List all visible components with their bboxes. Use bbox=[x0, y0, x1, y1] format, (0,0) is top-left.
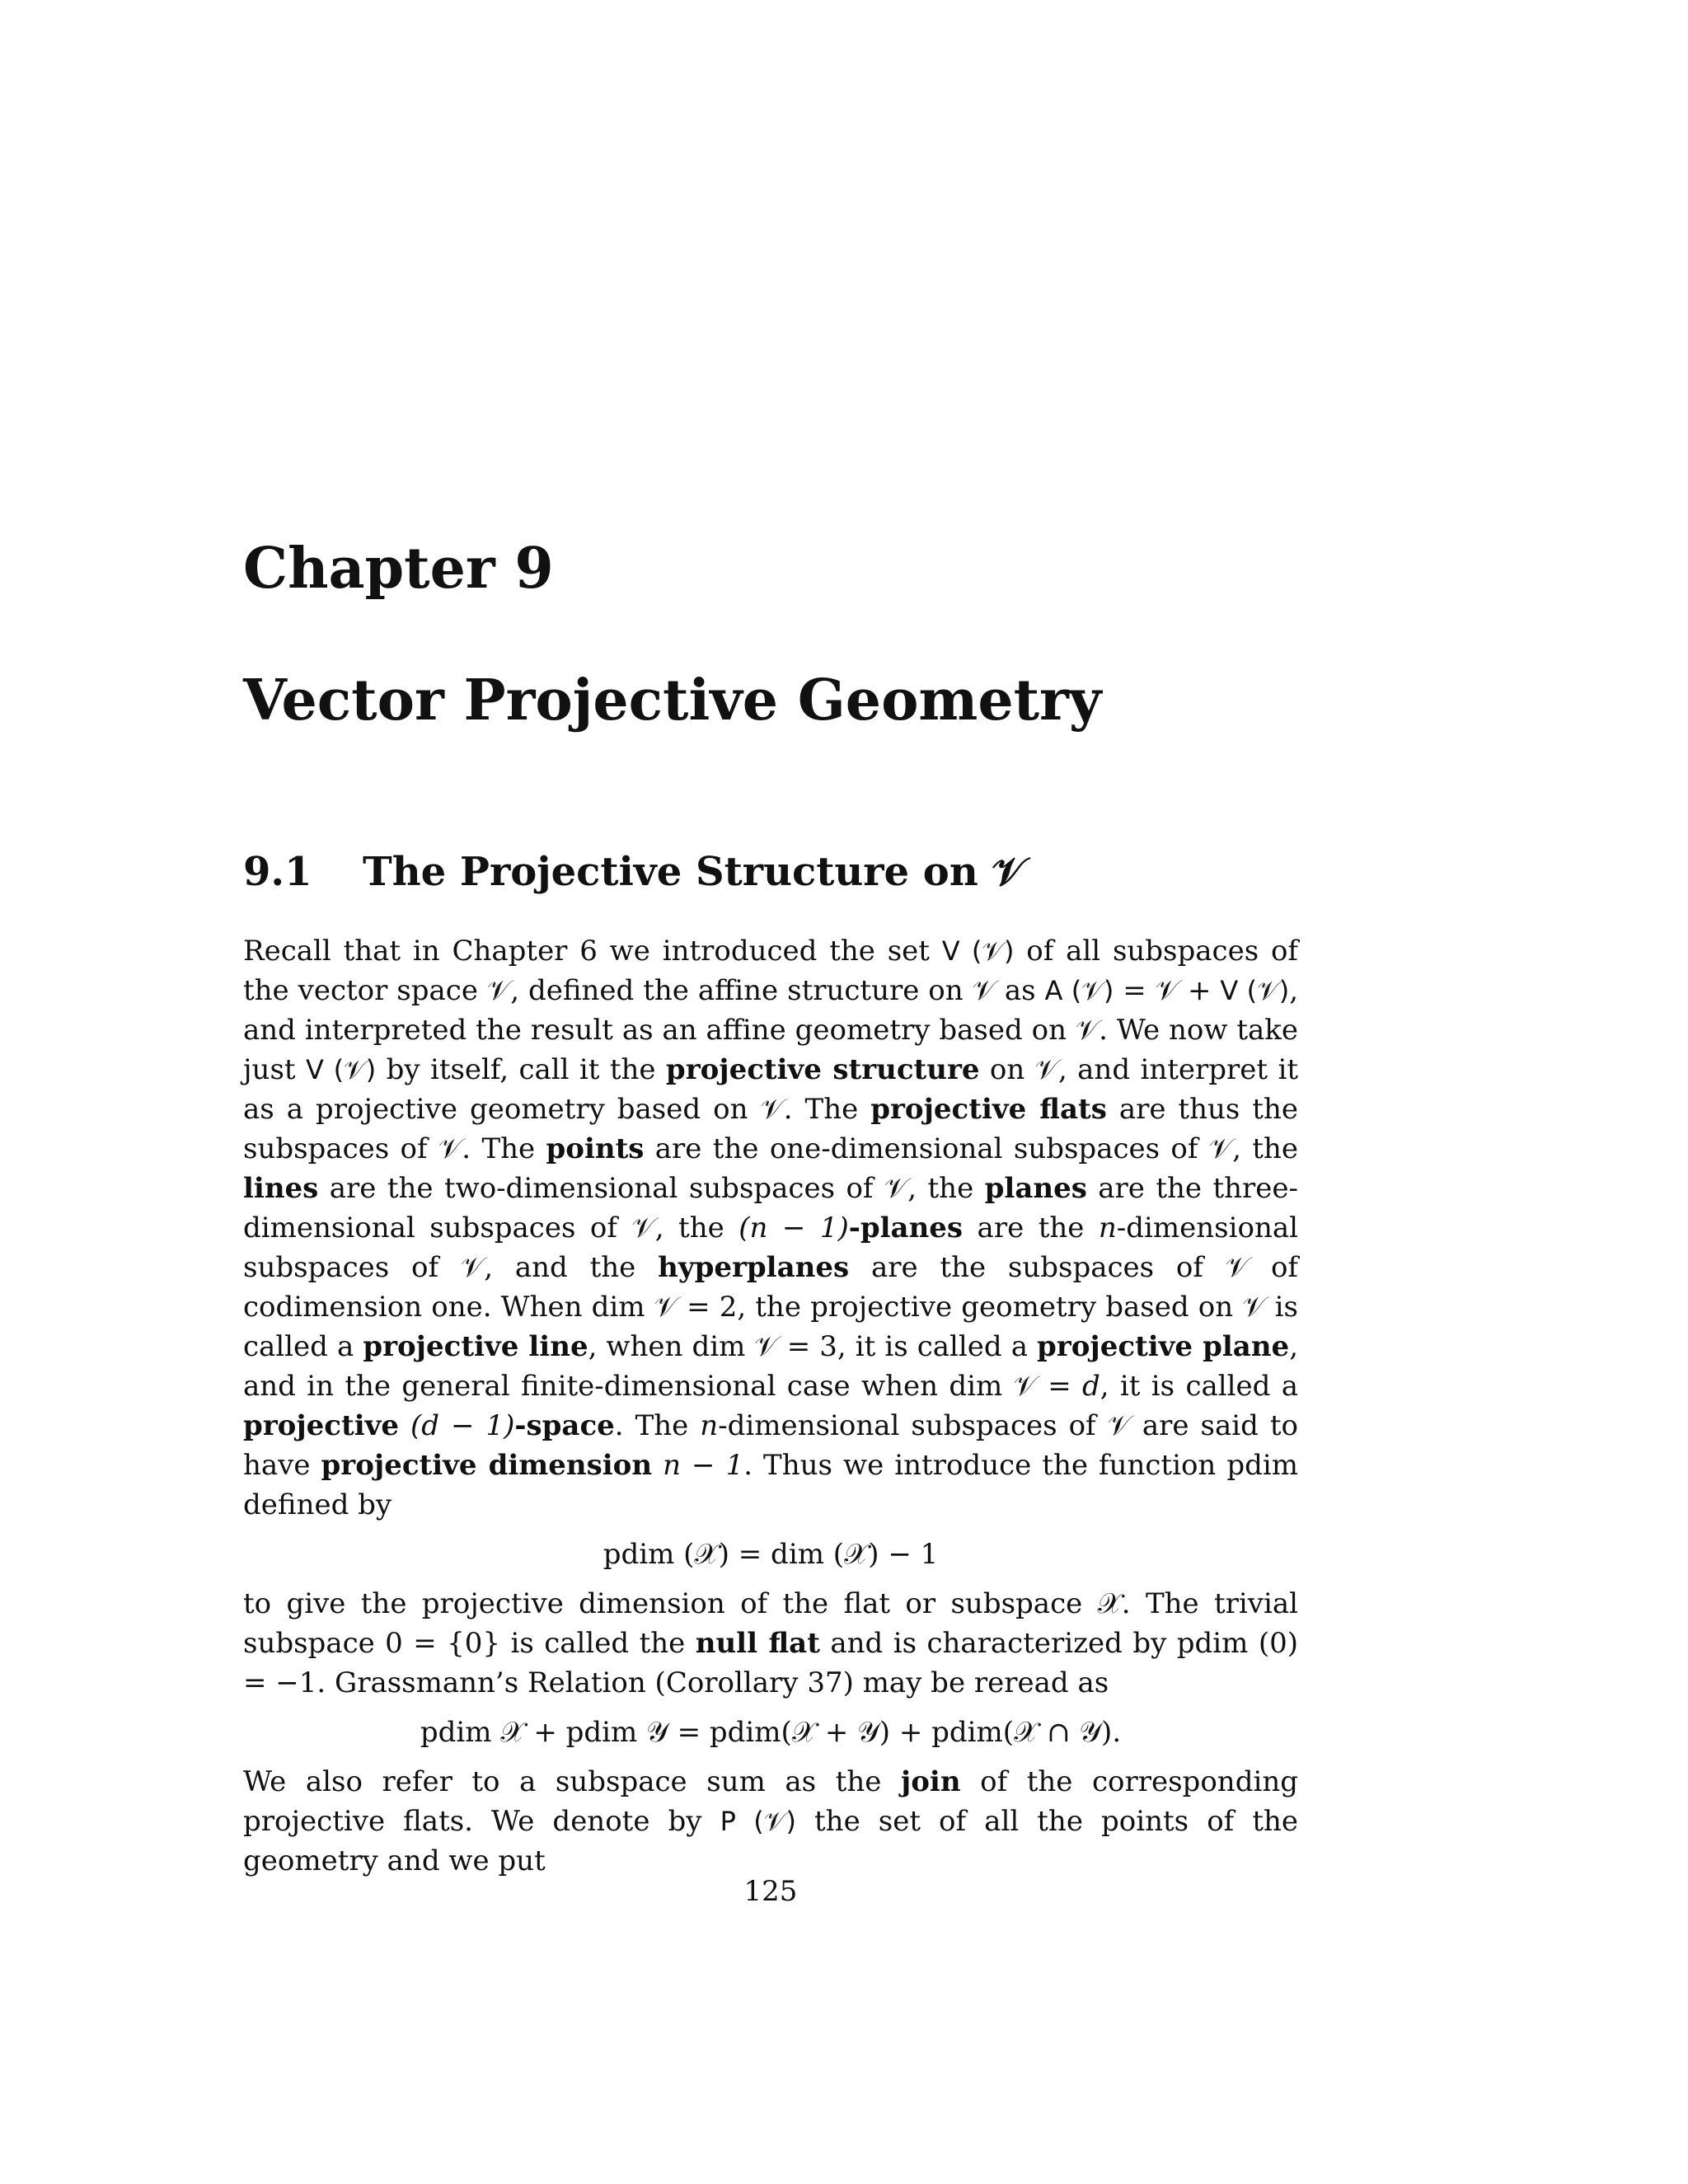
term-projective-structure: projective structure bbox=[665, 1053, 980, 1086]
section-number: 9.1 bbox=[243, 849, 312, 895]
math-V-of-V: V (𝒱) bbox=[305, 1054, 377, 1085]
math-n-minus-1: (n − 1) bbox=[738, 1212, 849, 1244]
text-run: = 𝒱 + bbox=[1114, 974, 1221, 1007]
text-run: . Thus we introduce the function pdim defined by bbox=[243, 1449, 1298, 1521]
text-run: We also refer to a subspace sum as the bbox=[243, 1765, 901, 1798]
text-run: -dimensional subspaces of 𝒱 are said to have bbox=[243, 1409, 1299, 1482]
paragraph-3 bbox=[243, 1762, 1298, 1881]
text-run: are thus the subspaces of 𝒱. The bbox=[243, 1093, 1298, 1165]
math-d-minus-1: (d − 1) bbox=[410, 1409, 515, 1442]
text-run: of all subspaces of the vector space 𝒱, defined the affine structure on 𝒱 as bbox=[243, 935, 1299, 1007]
math-P-of-V: P (𝒱) bbox=[720, 1806, 796, 1837]
text-run: are the two-dimensional subspaces of 𝒱, the bbox=[318, 1172, 985, 1205]
text-run: , when dim 𝒱 = 3, it is called a bbox=[588, 1330, 1038, 1363]
text-run: are the one-dimensional subspaces of 𝒱, the bbox=[644, 1132, 1298, 1165]
math-A-of-V: A (𝒱) bbox=[1044, 975, 1114, 1006]
text-run: , it is called a bbox=[1100, 1370, 1298, 1403]
text-run: and is characterized by pdim (0) = −1. Grassmann’s Relation (Corollary 37) may be reread as bbox=[243, 1627, 1298, 1699]
paragraph-2 bbox=[243, 1584, 1298, 1703]
term-space: -space bbox=[514, 1409, 615, 1442]
text-run: -dimensional subspaces of 𝒱, and the bbox=[243, 1212, 1298, 1284]
term-projective-line: projective line bbox=[363, 1330, 588, 1363]
text-run: are the three-dimensional subspaces of 𝒱, the bbox=[243, 1172, 1299, 1244]
term-join: join bbox=[900, 1765, 961, 1798]
term-projective-dimension: projective dimension bbox=[321, 1449, 653, 1482]
text-run: , and interpreted the result as an affine geometry based on 𝒱. We now take just bbox=[243, 974, 1299, 1086]
term-projective-plane: projective plane bbox=[1037, 1330, 1290, 1363]
page-number: 125 bbox=[743, 1875, 798, 1908]
math-n: n bbox=[1098, 1212, 1117, 1244]
math-V-of-V: V (𝒱) bbox=[941, 935, 1015, 967]
math-V-of-V: V (𝒱) bbox=[1220, 975, 1290, 1006]
text-run: are the bbox=[963, 1212, 1099, 1244]
term-n-minus-1-planes: -planes bbox=[848, 1212, 964, 1244]
chapter-label: Chapter 9 bbox=[243, 536, 554, 602]
term-points: points bbox=[546, 1132, 645, 1165]
term-lines: lines bbox=[243, 1172, 319, 1205]
chapter-title: Vector Projective Geometry bbox=[243, 668, 1102, 733]
text-run: of the corresponding projective flats. We denote by bbox=[243, 1765, 1298, 1838]
section-title: The Projective Structure on 𝒱 bbox=[363, 849, 1025, 895]
term-planes: planes bbox=[984, 1172, 1087, 1205]
text-run: are the subspaces of 𝒱 of codimension one. When dim 𝒱 = 2, the projective geometry based on 𝒱 is called a bbox=[243, 1251, 1298, 1363]
math-n-minus-1: n − 1 bbox=[663, 1449, 744, 1482]
equation-pdim-definition: pdim (𝒳) = dim (𝒳) − 1 bbox=[603, 1538, 939, 1571]
text-run bbox=[399, 1409, 410, 1442]
text-run: . The bbox=[614, 1409, 701, 1442]
text-run: by itself, call it the bbox=[376, 1053, 666, 1086]
text-run: Recall that in Chapter 6 we introduced the set bbox=[243, 935, 942, 968]
math-d: d bbox=[1082, 1370, 1100, 1403]
paragraph-1 bbox=[243, 931, 1298, 1525]
text-run bbox=[652, 1449, 663, 1482]
text-run: , and in the general finite-dimensional case when dim 𝒱 = bbox=[243, 1330, 1298, 1403]
term-projective-flats: projective flats bbox=[870, 1093, 1107, 1126]
text-run: the set of all the points of the geometry and we put bbox=[243, 1805, 1298, 1877]
body-text bbox=[243, 931, 1298, 1881]
text-run: on 𝒱, and interpret it as a projective geometry based on 𝒱. The bbox=[243, 1053, 1298, 1126]
term-hyperplanes: hyperplanes bbox=[658, 1251, 850, 1284]
math-n: n bbox=[700, 1409, 719, 1442]
term-null-flat: null flat bbox=[695, 1627, 820, 1660]
term-projective: projective bbox=[243, 1409, 400, 1442]
text-run: to give the projective dimension of the flat or subspace 𝒳. The trivial subspace 0 = {0} is called the bbox=[243, 1587, 1298, 1660]
equation-grassmann-relation: pdim 𝒳 + pdim 𝒴 = pdim(𝒳 + 𝒴) + pdim(𝒳 ∩ 𝒴). bbox=[420, 1716, 1122, 1749]
section-heading bbox=[243, 849, 1025, 896]
